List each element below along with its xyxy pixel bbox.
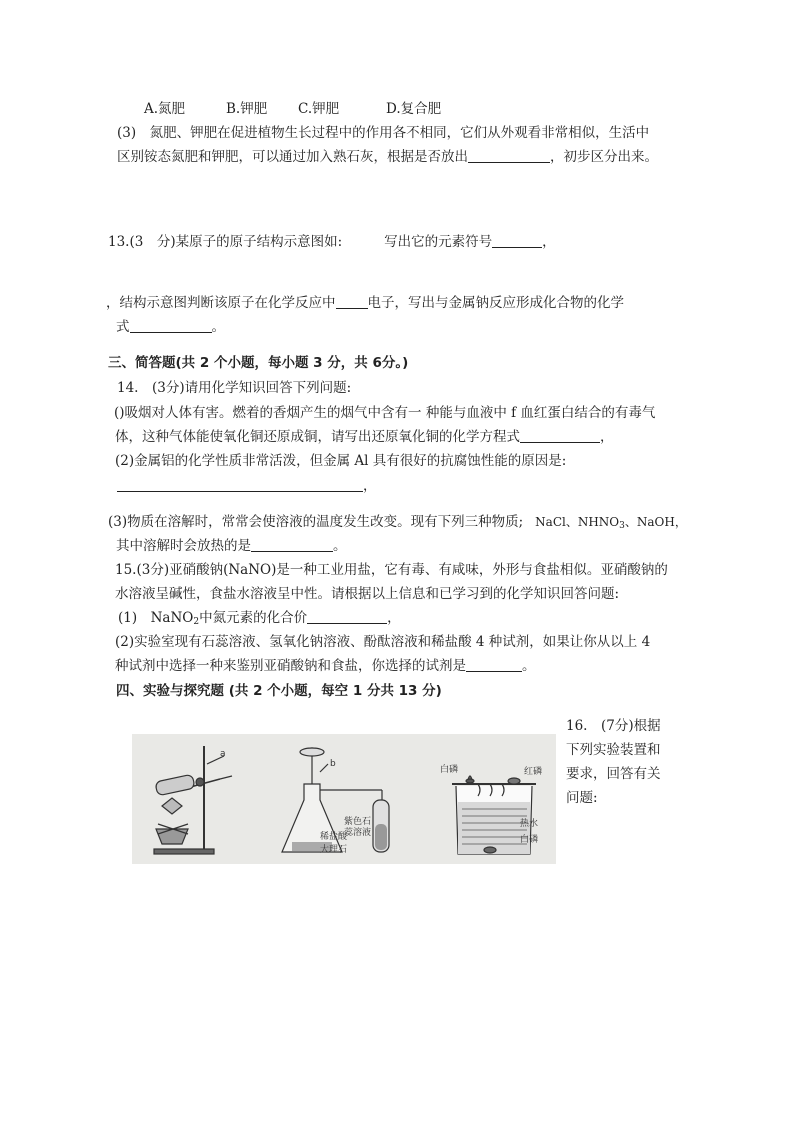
- q14-p3-text-c: 、NaOH，: [624, 515, 687, 529]
- q14-p2-comma: ，: [363, 478, 377, 494]
- option-b: B.钾肥: [226, 101, 268, 117]
- label-litmus-1: 紫色石: [344, 817, 372, 827]
- q13-text-b: 写出它的元素符号: [384, 234, 493, 250]
- q14-p3-line2: [116, 536, 347, 556]
- label-white-phosphorus-2: 白磷: [520, 835, 539, 845]
- q15-p2-line2: [115, 656, 536, 676]
- q15-p1-text-b: 中氮元素的化合价: [199, 610, 308, 626]
- q12-part3-text-b: ，初步区分出来。: [550, 149, 658, 165]
- answer-blank[interactable]: [492, 233, 542, 248]
- q12-part3-text-a: 区别铵态氮肥和钾肥，可以通过加入熟石灰，根据是否放出: [117, 149, 468, 165]
- answer-blank[interactable]: [336, 294, 368, 309]
- q12-part3-line2: [117, 147, 658, 167]
- q13-line1: [108, 232, 556, 252]
- q14-p3-text-a: (3)物质在溶解时，常常会使溶液的温度发生改变。现有下列三种物质;: [108, 514, 524, 530]
- q13-text-e: 电子，写出与金属钠反应形成化合物的化学: [367, 295, 624, 311]
- q13-text-f: 式: [116, 319, 130, 335]
- answer-blank[interactable]: [130, 318, 212, 333]
- q16-line1: 16. (7分)根据: [566, 718, 661, 734]
- q15-p2-line1: (2)实验室现有石蕊溶液、氢氧化钠溶液、酚酞溶液和稀盐酸 4 种试剂，如果让你从以上 4: [115, 634, 651, 650]
- q15-p1-text-a: (1) NaNO: [118, 610, 194, 626]
- q14-p3-subscript: 3: [619, 521, 625, 531]
- option-d: D.复合肥: [386, 101, 442, 117]
- q16-line3: 要求，回答有关: [566, 766, 661, 782]
- q14-p1-line2: [115, 427, 614, 447]
- answer-blank[interactable]: [520, 428, 600, 443]
- q16-line2: 下列实验装置和: [566, 742, 661, 758]
- q15-p1-subscript: 2: [193, 617, 200, 627]
- label-white-phosphorus: 白磷: [440, 765, 459, 775]
- q14-p1-text: 体，这种气体能使氧化铜还原成铜，请写出还原氧化铜的化学方程式: [115, 429, 520, 445]
- q13-text-d: ，结构示意图判断该原子在化学反应中: [106, 295, 336, 311]
- option-c: C.钾肥: [298, 101, 340, 117]
- answer-blank[interactable]: [468, 148, 550, 163]
- q12-part3-line1: (3) 氮肥、钾肥在促进植物生长过程中的作用各不相同，它们从外观看非常相似，生活中: [117, 125, 650, 141]
- q14-p2-line2: [117, 476, 377, 496]
- answer-blank[interactable]: [117, 477, 363, 492]
- label-marble: 大理石: [320, 845, 348, 855]
- label-litmus-2: 蕊溶液: [344, 828, 372, 838]
- q15-p1: [118, 608, 401, 632]
- q14-p3-formula: NaCl、NHNO: [535, 515, 620, 529]
- apparatus-figure: [132, 734, 556, 864]
- q15-line1: 15.(3分)亚硝酸钠(NaNO)是一种工业用盐，它有毒、有咸味，外形与食盐相似。亚硝酸钠的: [115, 562, 668, 578]
- apparatus-drawing: [132, 734, 556, 864]
- q15-line2: 水溶液呈碱性，食盐水溶液呈中性。请根据以上信息和已学习到的化学知识回答问题:: [115, 586, 620, 602]
- q13-text-a: 13.(3 分)某原子的原子结构示意图如:: [108, 234, 343, 250]
- q14-p1-comma: ，: [600, 429, 614, 445]
- q13-line2: [106, 293, 624, 313]
- label-a: a: [220, 749, 226, 759]
- section-heading: 三、简答题(共 2 个小题，每小题 3 分，共 6分。): [108, 355, 409, 371]
- q14-p2-line1: (2)金属铝的化学性质非常活泼，但金属 Al 具有很好的抗腐蚀性能的原因是:: [115, 453, 567, 469]
- label-hot-water: 热水: [520, 819, 539, 829]
- q16-line4: 问题:: [566, 790, 598, 806]
- q13-text-c: ，: [542, 234, 556, 250]
- label-b: b: [330, 759, 336, 769]
- q14-p3-text-d: 其中溶解时会放热的是: [116, 538, 251, 554]
- option-a: A.氮肥: [144, 101, 186, 117]
- q15-p2-period: 。: [522, 658, 536, 674]
- q14-p1-line1: ()吸烟对人体有害。燃着的香烟产生的烟气中含有一 种能与血液中 f 血红蛋白结合的有毒气: [114, 405, 656, 421]
- answer-blank[interactable]: [307, 609, 387, 624]
- label-acid: 稀盐酸: [320, 832, 348, 842]
- label-red-phosphorus: 红磷: [524, 767, 543, 777]
- q14-p3-period: 。: [333, 538, 347, 554]
- q15-p1-comma: ，: [387, 610, 401, 626]
- section-heading: 四、实验与探究题 (共 2 个小题，每空 1 分共 13 分): [116, 683, 442, 699]
- answer-blank[interactable]: [466, 657, 522, 672]
- q13-text-g: 。: [211, 319, 225, 335]
- q13-line3: [116, 317, 225, 337]
- q14-intro: 14. (3分)请用化学知识回答下列问题:: [117, 380, 352, 396]
- answer-blank[interactable]: [251, 537, 333, 552]
- retort-stand-apparatus: [154, 746, 232, 854]
- q15-p2-text: 种试剂中选择一种来鉴别亚硝酸钠和食盐，你选择的试剂是: [115, 658, 466, 674]
- q14-p3-line1: [108, 512, 687, 536]
